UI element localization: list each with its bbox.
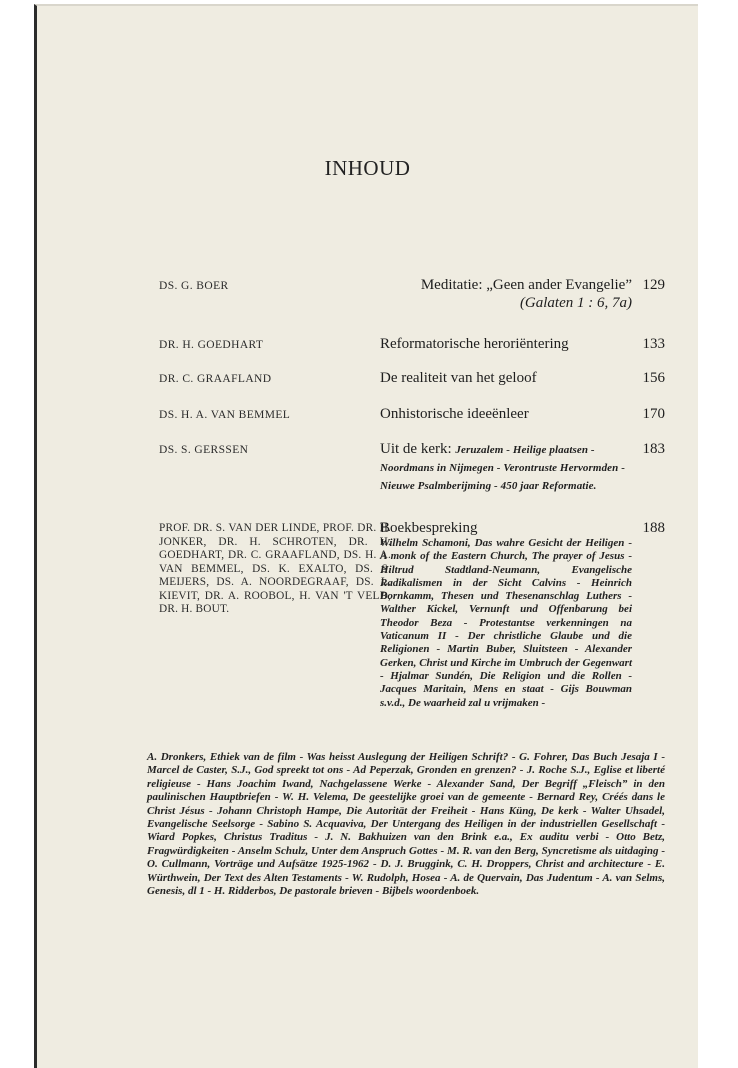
entry-author: DS. S. GERSSEN: [159, 444, 249, 456]
page-title: INHOUD: [324, 156, 411, 180]
entry-description: Jeruzalem - Heilige plaatsen - Noordmans in Nijmegen - Verontruste Hervormden - Nieuwe Psalmberijming - 450 jaar Reformatie.: [380, 444, 625, 492]
entry-article: [380, 440, 632, 494]
entry-author: DR. H. GOEDHART: [159, 339, 264, 351]
entry-article: Onhistorische ideeënleer: [380, 406, 529, 422]
entry-subtitle: (Galaten 1 : 6, 7a): [519, 295, 632, 311]
book-review-label: Boekbespreking: [380, 520, 478, 536]
entry-article: [380, 276, 632, 312]
entry-page-number: 183: [642, 441, 665, 457]
entry-article: De realiteit van het geloof: [380, 370, 537, 386]
entry-author: DS. G. BOER: [159, 280, 229, 292]
entry-title: Meditatie: „Geen ander Evangelie”: [420, 277, 632, 293]
entry-author: DS. H. A. VAN BEMMEL: [159, 409, 291, 421]
entry-page-number: 156: [642, 370, 665, 386]
book-review-section: [380, 519, 632, 710]
entry-author: DR. C. GRAAFLAND: [159, 373, 272, 385]
document-page: [34, 4, 698, 1068]
entry-page-number: 129: [642, 277, 665, 293]
entry-title: Uit de kerk:: [380, 441, 452, 457]
entry-page-number: 133: [642, 336, 665, 352]
book-review-page-number: 188: [642, 520, 665, 536]
book-review-list-column: Wilhelm Schamoni, Das wahre Gesicht der Heiligen - A monk of the Eastern Church, The prayer of Jesus - Hiltrud Stadtland-Neumann, Evangelische Radikalismen in der Sicht Calvins - Heinrich Bornkamm, Thesen und Thesenanschlag Luthers - Walther Kickel, Vernunft und Offenbarung bei Theodor Beza - Protestantse verkenningen na Vaticanum II - Der christliche Glaube und die Religionen - Martin Buber, Sluitsteen - Alexander Gerken, Christ und Kirche im Umbruch der Gegenwart - Hjalmar Sundén, Die Religion und die Rollen - Jacques Maritain, Mens en staat - Gijs Bouwman s.v.d., De waarheid zal u vrijmaken -: [380, 537, 632, 709]
book-review-list-continued: A. Dronkers, Ethiek van de film - Was heisst Auslegung der Heiligen Schrift? - G. Fohrer, Das Buch Jesaja I - Marcel de Caster, S.J., God spreekt tot ons - Ad Peperzak, Gronden en grenzen? - J. Roche S.J., Eglise et liberté religieuse - Hans Joachim Iwand, Nachgelassene Werke - Alexander Sand, Der Begriff „Fleisch” in den paulinischen Hauptbriefen - W. H. Velema, De geestelijke groei van de gemeente - Bernard Rey, Créés dans le Christ Jésus - Johann Christoph Hampe, Die Autorität der Freiheit - Hans Küng, De kerk - Walter Uhsadel, Evangelische Seelsorge - Sabino S. Acquaviva, Der Untergang des Heiligen in der industriellen Gesellschaft - Wiard Popkes, Christus Traditus - J. N. Bakhuizen van den Brink e.a., Ex auditu verbi - Otto Betz, Fragwürdigkeiten - Anselm Schulz, Unter dem Anspruch Gottes - M. R. van den Berg, Syncretisme als uitdaging - O. Cullmann, Vorträge und Aufsätze 1925-1962 - D. J. Bruggink, C. H. Droppers, Christ and architecture - E. Würthwein, Der Text des Alten Testaments - W. Rudolph, Hosea - A. de Quervain, Das Judentum - A. van Selms, Genesis, dl 1 - H. Ridderbos, De pastorale brieven - Bijbels woordenboek.: [147, 751, 665, 898]
entry-article: Reformatorische heroriëntering: [380, 336, 569, 352]
entry-page-number: 170: [642, 406, 665, 422]
reviewers-list: PROF. DR. S. VAN DER LINDE, PROF. DR. H. JONKER, DR. H. SCHROTEN, DR. H. GOEDHART, DR. C. GRAAFLAND, DS. H. A. VAN BEMMEL, DS. K. EXALTO, DS. S. MEIJERS, DS. A. NOORDEGRAAF, DS. L. KIEVIT, DR. A. ROOBOL, H. VAN 'T VELD, DR. H. BOUT.: [159, 522, 391, 615]
